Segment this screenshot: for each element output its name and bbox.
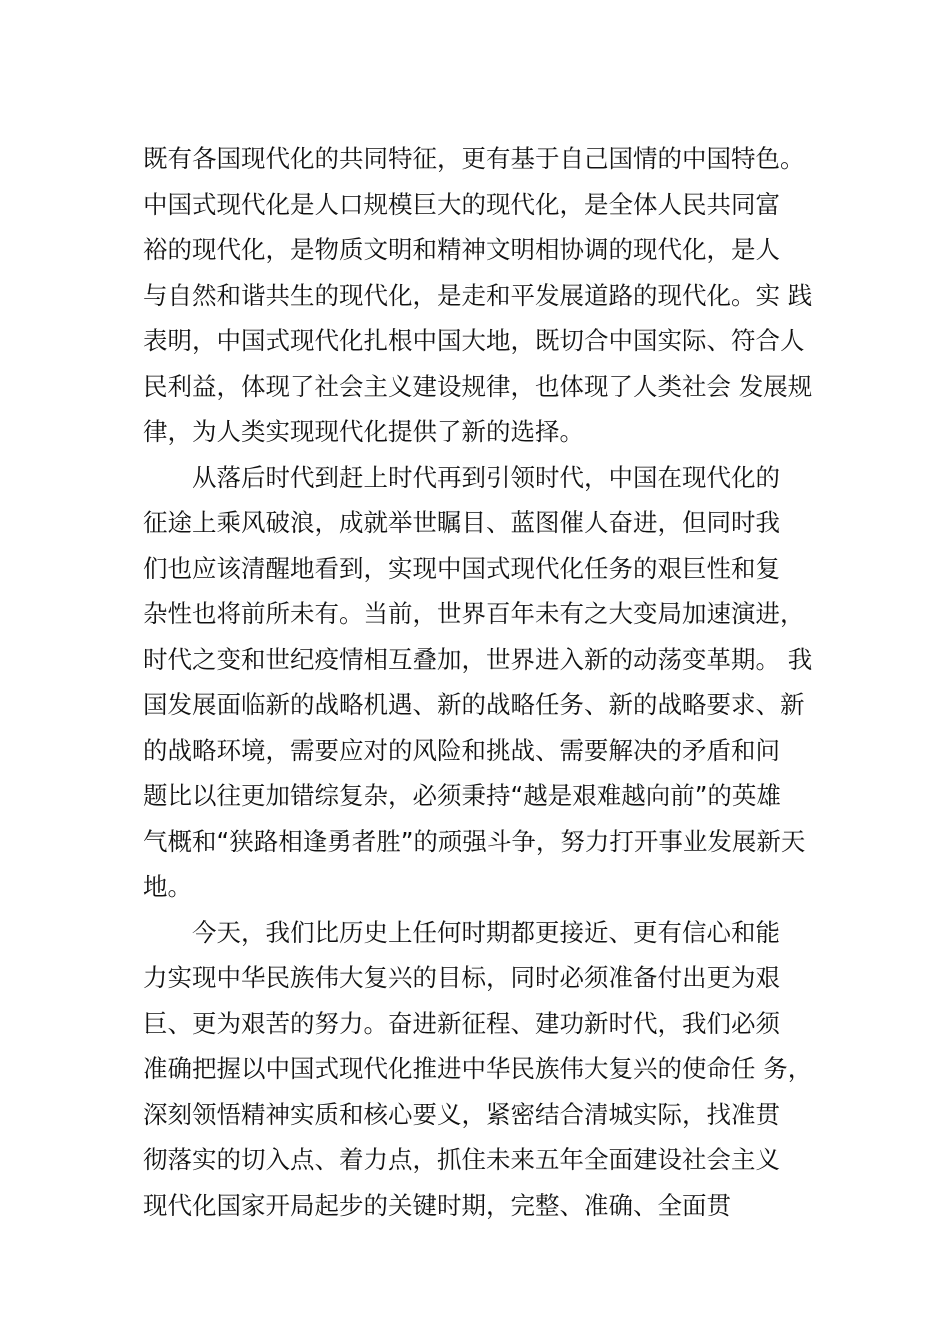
- text-line: 今天，我们比历史上任何时期都更接近、更有信心和能: [192, 917, 780, 947]
- text-line: 国发展面临新的战略机遇、新的战略任务、新的战略要求、新: [143, 690, 805, 719]
- paragraph-1: [143, 136, 843, 455]
- text-line: 从落后时代到赶上时代再到引领时代，中国在现代化的: [192, 462, 780, 492]
- text-line: 现代化国家开局起步的关键时期，完整、准确、全面贯: [143, 1190, 731, 1220]
- paragraph-2: [143, 455, 843, 910]
- text-line: 准确把握以中国式现代化推进中华民族伟大复兴的使命任 务，: [143, 1054, 813, 1083]
- text-line: 民利益，体现了社会主义建设规律，也体现了人类社会 发展规: [143, 371, 813, 401]
- text-line: 深刻领悟精神实质和核心要义，紧密结合清城实际，找准贯: [143, 1099, 780, 1129]
- text-line: 们也应该清醒地看到，实现中国式现代化任务的艰巨性和复: [143, 553, 780, 583]
- document-body: [143, 136, 843, 1228]
- text-line: 的战略环境，需要应对的风险和挑战、需要解决的矛盾和问: [143, 735, 780, 765]
- text-line: 彻落实的切入点、着力点，抓住未来五年全面建设社会主义: [143, 1145, 780, 1174]
- text-line: 题比以往更加错综复杂，必须秉持“越是艰难越向前”的英雄: [143, 781, 781, 810]
- text-line: 巨、更为艰苦的努力。奋进新征程、建功新时代，我们必须: [143, 1008, 780, 1038]
- text-line: 力实现中华民族伟大复兴的目标，同时必须准备付出更为艰: [143, 963, 780, 992]
- text-line: 地。: [143, 872, 192, 901]
- text-line: 裕的现代化，是物质文明和精神文明相协调的现代化，是人: [143, 235, 780, 264]
- text-line: 中国式现代化是人口规模巨大的现代化，是全体人民共同富: [143, 189, 780, 219]
- text-line: 气概和“狭路相逢勇者胜”的顽强斗争，努力打开事业发展新天: [143, 826, 806, 856]
- text-line: 征途上乘风破浪，成就举世瞩目、蓝图催人奋进，但同时我: [143, 508, 780, 537]
- paragraph-3: [143, 910, 843, 1229]
- text-line: 与自然和谐共生的现代化，是走和平发展道路的现代化。实 践: [143, 280, 813, 310]
- text-line: 律，为人类实现现代化提供了新的选择。: [143, 417, 584, 446]
- text-line: 表明，中国式现代化扎根中国大地，既切合中国实际、符合人: [143, 326, 805, 355]
- text-line: 杂性也将前所未有。当前，世界百年未有之大变局加速演进，: [143, 599, 805, 628]
- text-line: 既有各国现代化的共同特征，更有基于自己国情的中国特色。: [143, 144, 805, 173]
- text-line: 时代之变和世纪疫情相互叠加，世界进入新的动荡变革期。 我: [143, 644, 813, 674]
